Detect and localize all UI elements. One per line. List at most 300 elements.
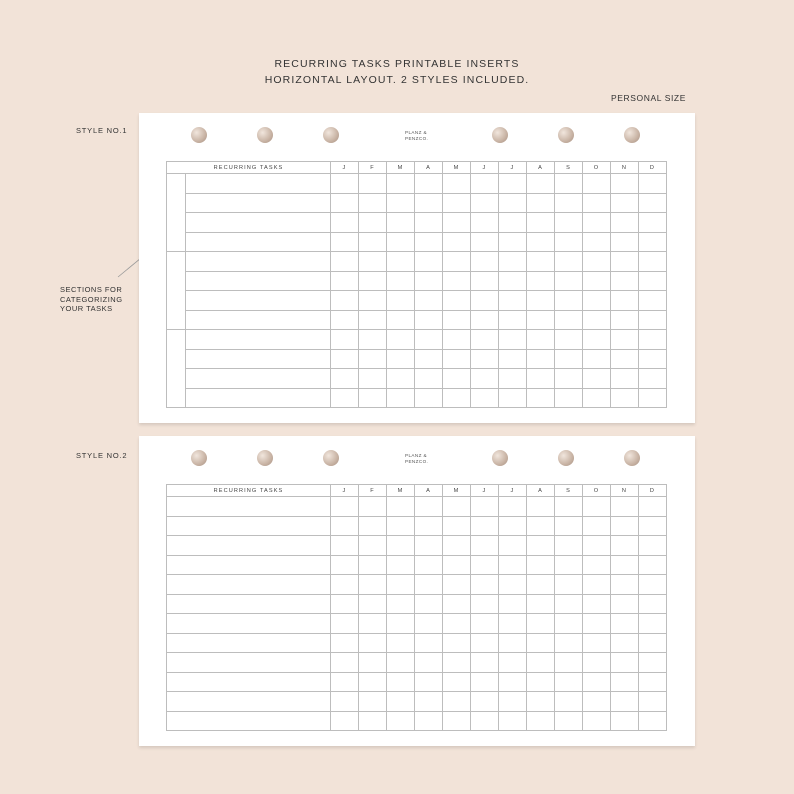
month-cell[interactable] — [583, 232, 611, 252]
month-cell[interactable] — [359, 711, 387, 731]
month-cell[interactable] — [499, 193, 527, 213]
month-cell[interactable] — [387, 516, 415, 536]
month-cell[interactable] — [415, 672, 443, 692]
task-cell[interactable] — [167, 711, 331, 731]
month-cell[interactable] — [359, 232, 387, 252]
month-cell[interactable] — [639, 536, 667, 556]
month-cell[interactable] — [527, 174, 555, 194]
month-cell[interactable] — [415, 575, 443, 595]
month-cell[interactable] — [639, 555, 667, 575]
month-cell[interactable] — [415, 330, 443, 350]
month-cell[interactable] — [443, 369, 471, 389]
month-cell[interactable] — [359, 369, 387, 389]
month-cell[interactable] — [527, 310, 555, 330]
month-cell[interactable] — [359, 497, 387, 517]
month-cell[interactable] — [471, 672, 499, 692]
task-cell[interactable] — [167, 692, 331, 712]
month-cell[interactable] — [387, 310, 415, 330]
month-cell[interactable] — [443, 711, 471, 731]
month-cell[interactable] — [527, 388, 555, 408]
month-cell[interactable] — [387, 271, 415, 291]
month-cell[interactable] — [555, 330, 583, 350]
month-cell[interactable] — [527, 213, 555, 233]
month-cell[interactable] — [639, 291, 667, 311]
month-cell[interactable] — [583, 330, 611, 350]
month-cell[interactable] — [359, 516, 387, 536]
month-cell[interactable] — [639, 497, 667, 517]
month-cell[interactable] — [611, 213, 639, 233]
month-cell[interactable] — [471, 692, 499, 712]
month-cell[interactable] — [443, 252, 471, 272]
month-cell[interactable] — [555, 711, 583, 731]
month-cell[interactable] — [611, 349, 639, 369]
task-cell[interactable] — [186, 174, 331, 194]
month-cell[interactable] — [331, 497, 359, 517]
month-cell[interactable] — [415, 711, 443, 731]
month-cell[interactable] — [611, 516, 639, 536]
month-cell[interactable] — [359, 653, 387, 673]
month-cell[interactable] — [331, 213, 359, 233]
month-cell[interactable] — [527, 516, 555, 536]
month-cell[interactable] — [555, 653, 583, 673]
month-cell[interactable] — [639, 692, 667, 712]
month-cell[interactable] — [499, 174, 527, 194]
month-cell[interactable] — [527, 232, 555, 252]
month-cell[interactable] — [359, 252, 387, 272]
month-cell[interactable] — [611, 369, 639, 389]
month-cell[interactable] — [331, 614, 359, 634]
month-cell[interactable] — [331, 516, 359, 536]
month-cell[interactable] — [639, 711, 667, 731]
month-cell[interactable] — [415, 388, 443, 408]
section-cell[interactable] — [167, 330, 186, 408]
month-cell[interactable] — [443, 536, 471, 556]
month-cell[interactable] — [499, 516, 527, 536]
month-cell[interactable] — [555, 555, 583, 575]
month-cell[interactable] — [359, 193, 387, 213]
month-cell[interactable] — [611, 232, 639, 252]
month-cell[interactable] — [387, 213, 415, 233]
month-cell[interactable] — [527, 291, 555, 311]
task-cell[interactable] — [186, 252, 331, 272]
month-cell[interactable] — [471, 369, 499, 389]
month-cell[interactable] — [639, 252, 667, 272]
month-cell[interactable] — [611, 388, 639, 408]
month-cell[interactable] — [639, 310, 667, 330]
month-cell[interactable] — [387, 388, 415, 408]
month-cell[interactable] — [583, 692, 611, 712]
month-cell[interactable] — [555, 232, 583, 252]
month-cell[interactable] — [527, 349, 555, 369]
task-cell[interactable] — [186, 213, 331, 233]
month-cell[interactable] — [471, 575, 499, 595]
month-cell[interactable] — [583, 516, 611, 536]
month-cell[interactable] — [387, 330, 415, 350]
month-cell[interactable] — [583, 271, 611, 291]
section-cell[interactable] — [167, 252, 186, 330]
month-cell[interactable] — [499, 594, 527, 614]
task-cell[interactable] — [167, 497, 331, 517]
month-cell[interactable] — [471, 252, 499, 272]
month-cell[interactable] — [499, 614, 527, 634]
month-cell[interactable] — [527, 594, 555, 614]
section-cell[interactable] — [167, 174, 186, 252]
month-cell[interactable] — [555, 174, 583, 194]
month-cell[interactable] — [387, 291, 415, 311]
month-cell[interactable] — [331, 633, 359, 653]
month-cell[interactable] — [359, 672, 387, 692]
month-cell[interactable] — [443, 575, 471, 595]
month-cell[interactable] — [415, 516, 443, 536]
month-cell[interactable] — [555, 594, 583, 614]
month-cell[interactable] — [471, 271, 499, 291]
month-cell[interactable] — [359, 291, 387, 311]
month-cell[interactable] — [583, 369, 611, 389]
month-cell[interactable] — [331, 271, 359, 291]
month-cell[interactable] — [611, 252, 639, 272]
month-cell[interactable] — [583, 310, 611, 330]
month-cell[interactable] — [499, 349, 527, 369]
month-cell[interactable] — [387, 614, 415, 634]
month-cell[interactable] — [443, 555, 471, 575]
month-cell[interactable] — [499, 633, 527, 653]
month-cell[interactable] — [415, 271, 443, 291]
month-cell[interactable] — [555, 271, 583, 291]
month-cell[interactable] — [583, 174, 611, 194]
month-cell[interactable] — [359, 633, 387, 653]
month-cell[interactable] — [583, 497, 611, 517]
month-cell[interactable] — [639, 369, 667, 389]
month-cell[interactable] — [331, 369, 359, 389]
month-cell[interactable] — [583, 653, 611, 673]
month-cell[interactable] — [443, 330, 471, 350]
month-cell[interactable] — [331, 653, 359, 673]
month-cell[interactable] — [359, 174, 387, 194]
month-cell[interactable] — [471, 349, 499, 369]
month-cell[interactable] — [415, 555, 443, 575]
month-cell[interactable] — [611, 711, 639, 731]
month-cell[interactable] — [555, 193, 583, 213]
month-cell[interactable] — [359, 614, 387, 634]
month-cell[interactable] — [359, 310, 387, 330]
month-cell[interactable] — [639, 349, 667, 369]
month-cell[interactable] — [583, 711, 611, 731]
month-cell[interactable] — [527, 614, 555, 634]
month-cell[interactable] — [499, 252, 527, 272]
month-cell[interactable] — [471, 213, 499, 233]
month-cell[interactable] — [527, 653, 555, 673]
month-cell[interactable] — [611, 633, 639, 653]
month-cell[interactable] — [527, 692, 555, 712]
month-cell[interactable] — [415, 536, 443, 556]
month-cell[interactable] — [471, 497, 499, 517]
month-cell[interactable] — [331, 252, 359, 272]
month-cell[interactable] — [555, 213, 583, 233]
month-cell[interactable] — [555, 310, 583, 330]
month-cell[interactable] — [331, 692, 359, 712]
month-cell[interactable] — [415, 213, 443, 233]
month-cell[interactable] — [527, 252, 555, 272]
month-cell[interactable] — [387, 653, 415, 673]
month-cell[interactable] — [387, 252, 415, 272]
month-cell[interactable] — [387, 536, 415, 556]
task-cell[interactable] — [186, 369, 331, 389]
month-cell[interactable] — [527, 575, 555, 595]
month-cell[interactable] — [639, 653, 667, 673]
month-cell[interactable] — [471, 388, 499, 408]
month-cell[interactable] — [499, 711, 527, 731]
month-cell[interactable] — [639, 516, 667, 536]
month-cell[interactable] — [499, 497, 527, 517]
month-cell[interactable] — [471, 594, 499, 614]
month-cell[interactable] — [639, 672, 667, 692]
month-cell[interactable] — [639, 633, 667, 653]
month-cell[interactable] — [443, 193, 471, 213]
month-cell[interactable] — [555, 516, 583, 536]
month-cell[interactable] — [583, 193, 611, 213]
month-cell[interactable] — [555, 633, 583, 653]
month-cell[interactable] — [611, 174, 639, 194]
month-cell[interactable] — [443, 291, 471, 311]
task-cell[interactable] — [167, 575, 331, 595]
month-cell[interactable] — [331, 536, 359, 556]
month-cell[interactable] — [499, 388, 527, 408]
month-cell[interactable] — [471, 633, 499, 653]
month-cell[interactable] — [583, 672, 611, 692]
month-cell[interactable] — [583, 291, 611, 311]
task-cell[interactable] — [186, 193, 331, 213]
month-cell[interactable] — [611, 672, 639, 692]
month-cell[interactable] — [527, 711, 555, 731]
month-cell[interactable] — [555, 369, 583, 389]
month-cell[interactable] — [471, 310, 499, 330]
month-cell[interactable] — [359, 692, 387, 712]
month-cell[interactable] — [639, 193, 667, 213]
month-cell[interactable] — [639, 330, 667, 350]
month-cell[interactable] — [359, 349, 387, 369]
task-cell[interactable] — [186, 232, 331, 252]
month-cell[interactable] — [527, 330, 555, 350]
month-cell[interactable] — [331, 575, 359, 595]
month-cell[interactable] — [499, 575, 527, 595]
month-cell[interactable] — [555, 575, 583, 595]
month-cell[interactable] — [583, 555, 611, 575]
month-cell[interactable] — [443, 213, 471, 233]
month-cell[interactable] — [471, 653, 499, 673]
month-cell[interactable] — [527, 633, 555, 653]
task-cell[interactable] — [186, 310, 331, 330]
month-cell[interactable] — [415, 252, 443, 272]
month-cell[interactable] — [499, 291, 527, 311]
month-cell[interactable] — [555, 497, 583, 517]
month-cell[interactable] — [555, 252, 583, 272]
month-cell[interactable] — [639, 232, 667, 252]
month-cell[interactable] — [443, 388, 471, 408]
month-cell[interactable] — [443, 497, 471, 517]
month-cell[interactable] — [443, 174, 471, 194]
month-cell[interactable] — [611, 536, 639, 556]
month-cell[interactable] — [331, 330, 359, 350]
month-cell[interactable] — [499, 536, 527, 556]
task-cell[interactable] — [167, 594, 331, 614]
month-cell[interactable] — [359, 330, 387, 350]
task-cell[interactable] — [186, 271, 331, 291]
month-cell[interactable] — [443, 310, 471, 330]
month-cell[interactable] — [639, 388, 667, 408]
month-cell[interactable] — [387, 575, 415, 595]
month-cell[interactable] — [611, 614, 639, 634]
month-cell[interactable] — [527, 672, 555, 692]
month-cell[interactable] — [443, 594, 471, 614]
month-cell[interactable] — [583, 388, 611, 408]
month-cell[interactable] — [387, 193, 415, 213]
month-cell[interactable] — [387, 594, 415, 614]
month-cell[interactable] — [471, 174, 499, 194]
month-cell[interactable] — [611, 653, 639, 673]
month-cell[interactable] — [471, 330, 499, 350]
month-cell[interactable] — [331, 174, 359, 194]
month-cell[interactable] — [611, 692, 639, 712]
month-cell[interactable] — [331, 711, 359, 731]
month-cell[interactable] — [443, 633, 471, 653]
month-cell[interactable] — [499, 555, 527, 575]
month-cell[interactable] — [639, 174, 667, 194]
month-cell[interactable] — [359, 271, 387, 291]
month-cell[interactable] — [415, 692, 443, 712]
month-cell[interactable] — [583, 213, 611, 233]
month-cell[interactable] — [387, 497, 415, 517]
month-cell[interactable] — [415, 193, 443, 213]
month-cell[interactable] — [471, 232, 499, 252]
month-cell[interactable] — [387, 232, 415, 252]
month-cell[interactable] — [471, 516, 499, 536]
month-cell[interactable] — [415, 349, 443, 369]
month-cell[interactable] — [471, 536, 499, 556]
month-cell[interactable] — [443, 672, 471, 692]
month-cell[interactable] — [583, 633, 611, 653]
task-cell[interactable] — [167, 614, 331, 634]
month-cell[interactable] — [639, 614, 667, 634]
month-cell[interactable] — [359, 388, 387, 408]
month-cell[interactable] — [583, 536, 611, 556]
month-cell[interactable] — [499, 310, 527, 330]
month-cell[interactable] — [415, 633, 443, 653]
month-cell[interactable] — [331, 672, 359, 692]
month-cell[interactable] — [639, 594, 667, 614]
task-cell[interactable] — [186, 291, 331, 311]
month-cell[interactable] — [499, 232, 527, 252]
month-cell[interactable] — [583, 614, 611, 634]
month-cell[interactable] — [611, 575, 639, 595]
month-cell[interactable] — [331, 193, 359, 213]
month-cell[interactable] — [471, 193, 499, 213]
task-cell[interactable] — [167, 672, 331, 692]
month-cell[interactable] — [527, 271, 555, 291]
month-cell[interactable] — [611, 291, 639, 311]
month-cell[interactable] — [611, 193, 639, 213]
month-cell[interactable] — [359, 575, 387, 595]
month-cell[interactable] — [611, 555, 639, 575]
month-cell[interactable] — [583, 349, 611, 369]
month-cell[interactable] — [331, 555, 359, 575]
month-cell[interactable] — [443, 271, 471, 291]
month-cell[interactable] — [415, 174, 443, 194]
month-cell[interactable] — [387, 711, 415, 731]
month-cell[interactable] — [443, 232, 471, 252]
month-cell[interactable] — [415, 232, 443, 252]
month-cell[interactable] — [331, 232, 359, 252]
month-cell[interactable] — [499, 672, 527, 692]
month-cell[interactable] — [555, 672, 583, 692]
month-cell[interactable] — [611, 594, 639, 614]
month-cell[interactable] — [443, 516, 471, 536]
month-cell[interactable] — [527, 369, 555, 389]
month-cell[interactable] — [471, 555, 499, 575]
month-cell[interactable] — [471, 291, 499, 311]
task-cell[interactable] — [167, 653, 331, 673]
month-cell[interactable] — [415, 653, 443, 673]
month-cell[interactable] — [611, 271, 639, 291]
month-cell[interactable] — [415, 310, 443, 330]
month-cell[interactable] — [415, 291, 443, 311]
month-cell[interactable] — [499, 213, 527, 233]
month-cell[interactable] — [555, 291, 583, 311]
month-cell[interactable] — [499, 653, 527, 673]
month-cell[interactable] — [331, 291, 359, 311]
month-cell[interactable] — [443, 614, 471, 634]
month-cell[interactable] — [527, 193, 555, 213]
month-cell[interactable] — [639, 575, 667, 595]
month-cell[interactable] — [527, 497, 555, 517]
month-cell[interactable] — [443, 349, 471, 369]
task-cell[interactable] — [186, 388, 331, 408]
month-cell[interactable] — [611, 497, 639, 517]
month-cell[interactable] — [387, 349, 415, 369]
month-cell[interactable] — [359, 536, 387, 556]
month-cell[interactable] — [499, 271, 527, 291]
month-cell[interactable] — [387, 369, 415, 389]
month-cell[interactable] — [387, 633, 415, 653]
month-cell[interactable] — [639, 213, 667, 233]
month-cell[interactable] — [499, 369, 527, 389]
month-cell[interactable] — [387, 174, 415, 194]
task-cell[interactable] — [167, 555, 331, 575]
month-cell[interactable] — [611, 330, 639, 350]
month-cell[interactable] — [555, 388, 583, 408]
month-cell[interactable] — [555, 614, 583, 634]
task-cell[interactable] — [167, 633, 331, 653]
month-cell[interactable] — [331, 388, 359, 408]
month-cell[interactable] — [499, 330, 527, 350]
month-cell[interactable] — [639, 271, 667, 291]
task-cell[interactable] — [186, 349, 331, 369]
month-cell[interactable] — [387, 555, 415, 575]
month-cell[interactable] — [583, 252, 611, 272]
month-cell[interactable] — [359, 555, 387, 575]
month-cell[interactable] — [527, 555, 555, 575]
task-cell[interactable] — [167, 536, 331, 556]
month-cell[interactable] — [583, 575, 611, 595]
month-cell[interactable] — [443, 692, 471, 712]
month-cell[interactable] — [331, 310, 359, 330]
month-cell[interactable] — [443, 653, 471, 673]
month-cell[interactable] — [555, 536, 583, 556]
month-cell[interactable] — [583, 594, 611, 614]
month-cell[interactable] — [331, 349, 359, 369]
month-cell[interactable] — [471, 614, 499, 634]
month-cell[interactable] — [555, 349, 583, 369]
task-cell[interactable] — [186, 330, 331, 350]
